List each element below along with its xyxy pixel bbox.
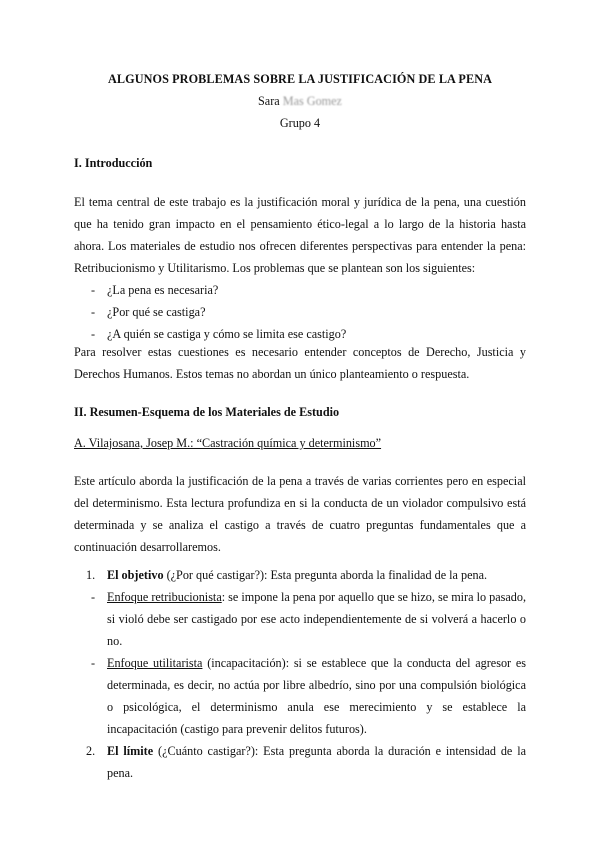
author-surname-redacted: Mas Gomez <box>282 94 342 108</box>
list-item: - ¿La pena es necesaria? <box>91 283 219 297</box>
analysis-list <box>74 564 526 784</box>
group-label: Grupo 4 <box>279 116 321 130</box>
intro-closing-paragraph: Para resolver estas cuestiones es necesario entender conceptos de Derecho, Justicia y Derechos Humanos. Estos temas no abordan un único planteamiento o respuesta. <box>74 345 526 381</box>
intro-paragraph: El tema central de este trabajo es la justificación moral y jurídica de la pena, una cuestión que ha tenido gran impacto en el pensamiento ético-legal a lo largo de la historia hasta ahora. Los materiales de estudio nos ofrecen diferentes perspectivas para entender la pena: Retribucionismo y Utilitarismo. Los problemas que se plantean son los siguientes: <box>74 195 526 275</box>
list-item: - ¿Por qué se castiga? <box>91 305 206 319</box>
item-bold-label: El objetivo <box>107 568 164 582</box>
item-bold-label: El límite <box>107 744 154 758</box>
list-item: 2. El límite (¿Cuánto castigar?): Esta pregunta aborda la duración e intensidad de la pena. <box>86 744 526 780</box>
list-item: 1. El objetivo (¿Por qué castigar?): Esta pregunta aborda la finalidad de la pena. <box>86 568 488 582</box>
reading-paragraph: Este artículo aborda la justificación de la pena a través de varias corrientes pero en especial del determinismo. Esta lectura profundiza en si la conducta de un violador compulsivo está determinada y se analiza el castigo a través de cuatro preguntas fundamentales que a continuación desarrollaremos. <box>74 474 526 554</box>
sub-item-label: Enfoque retribucionista <box>107 590 222 604</box>
section-heading-introduction: I. Introducción <box>74 156 153 170</box>
questions-list <box>74 279 526 345</box>
sub-item-label: Enfoque utilitarista <box>107 656 203 670</box>
author-line <box>0 94 600 109</box>
document-title: ALGUNOS PROBLEMAS SOBRE LA JUSTIFICACIÓN DE LA PENA <box>108 72 492 86</box>
list-item: - Enfoque utilitarista (incapacitación): si se establece que la conducta del agresor es determinada, es decir, no actúa por libre albedrío, sino por una compulsión biológica o psicológica, el determinismo anula ese merecimiento y se establece la incapacitación (castigo para prevenir delitos futuros). <box>91 656 526 736</box>
list-item: - ¿A quién se castiga y cómo se limita ese castigo? <box>91 327 347 341</box>
list-item: - Enfoque retribucionista: se impone la pena por aquello que se hizo, se mira lo pasado, si violó debe ser castigado por ese acto independientemente de si volverá a hacerlo o no. <box>91 590 526 648</box>
author-name: Sara <box>258 94 280 108</box>
section-heading-summary: II. Resumen-Esquema de los Materiales de Estudio <box>74 405 340 419</box>
reading-subheading: A. Vilajosana, Josep M.: “Castración química y determinismo” <box>74 436 382 450</box>
